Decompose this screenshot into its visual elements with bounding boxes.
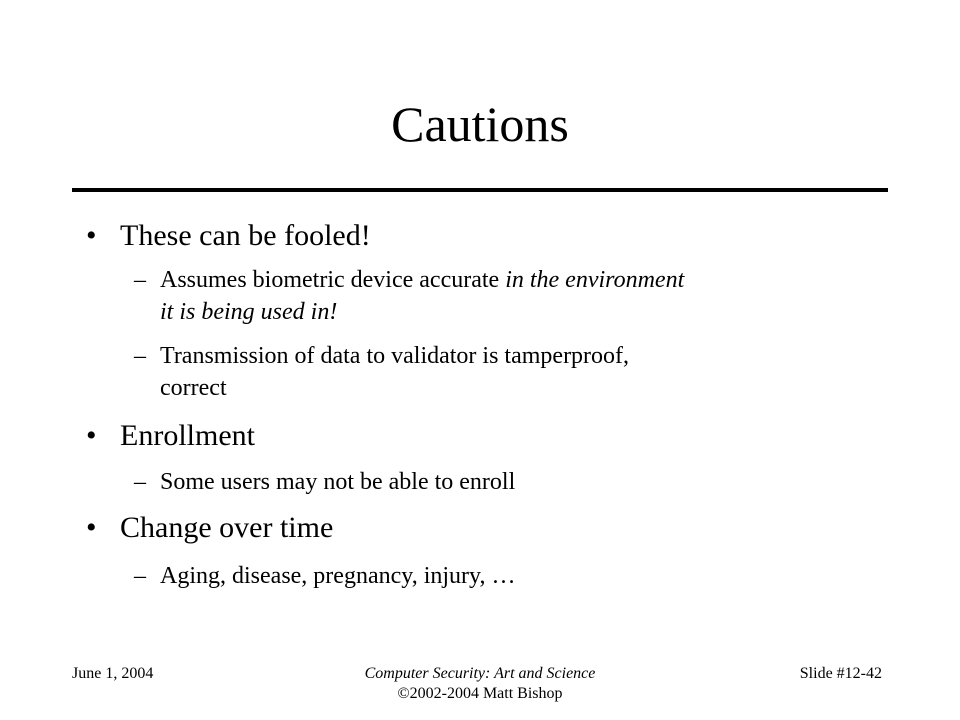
sub-bullet-text: correct	[160, 375, 227, 401]
sub-bullet-text: Some users may not be able to enroll	[160, 469, 516, 495]
footer-course-title: Computer Security: Art and Science	[364, 665, 596, 682]
sub-bullet-text-italic: it is being used in!	[160, 299, 338, 325]
sub-bullet-item	[134, 264, 874, 328]
sub-bullet-glyph: –	[134, 267, 146, 293]
bullet-text: Enrollment	[120, 419, 255, 452]
sub-bullet-text: Assumes biometric device accurate	[160, 267, 506, 293]
bullet-glyph: •	[86, 219, 97, 252]
footer-course	[280, 664, 680, 704]
sub-bullet-item	[134, 340, 874, 404]
slide-title: Cautions	[391, 96, 569, 152]
bullet-glyph: •	[86, 511, 97, 544]
footer-copyright: ©2002-2004 Matt Bishop	[397, 685, 563, 702]
bullet-text: Change over time	[120, 511, 334, 544]
sub-bullet-text-italic: in the environment	[505, 267, 685, 293]
sub-bullet-glyph: –	[134, 343, 146, 369]
sub-bullet-item	[134, 466, 874, 498]
footer-slide-number: Slide #12-42	[799, 665, 882, 682]
sub-bullet-glyph: –	[134, 469, 146, 495]
bullet-glyph: •	[86, 419, 97, 452]
bullet-text: These can be fooled!	[120, 219, 371, 252]
sub-bullet-item	[134, 560, 874, 592]
sub-bullet-glyph: –	[134, 563, 146, 589]
sub-bullet-text: Aging, disease, pregnancy, injury, …	[160, 563, 516, 589]
sub-bullet-text: Transmission of data to validator is tamperproof,	[160, 343, 630, 369]
footer-date: June 1, 2004	[72, 665, 154, 682]
